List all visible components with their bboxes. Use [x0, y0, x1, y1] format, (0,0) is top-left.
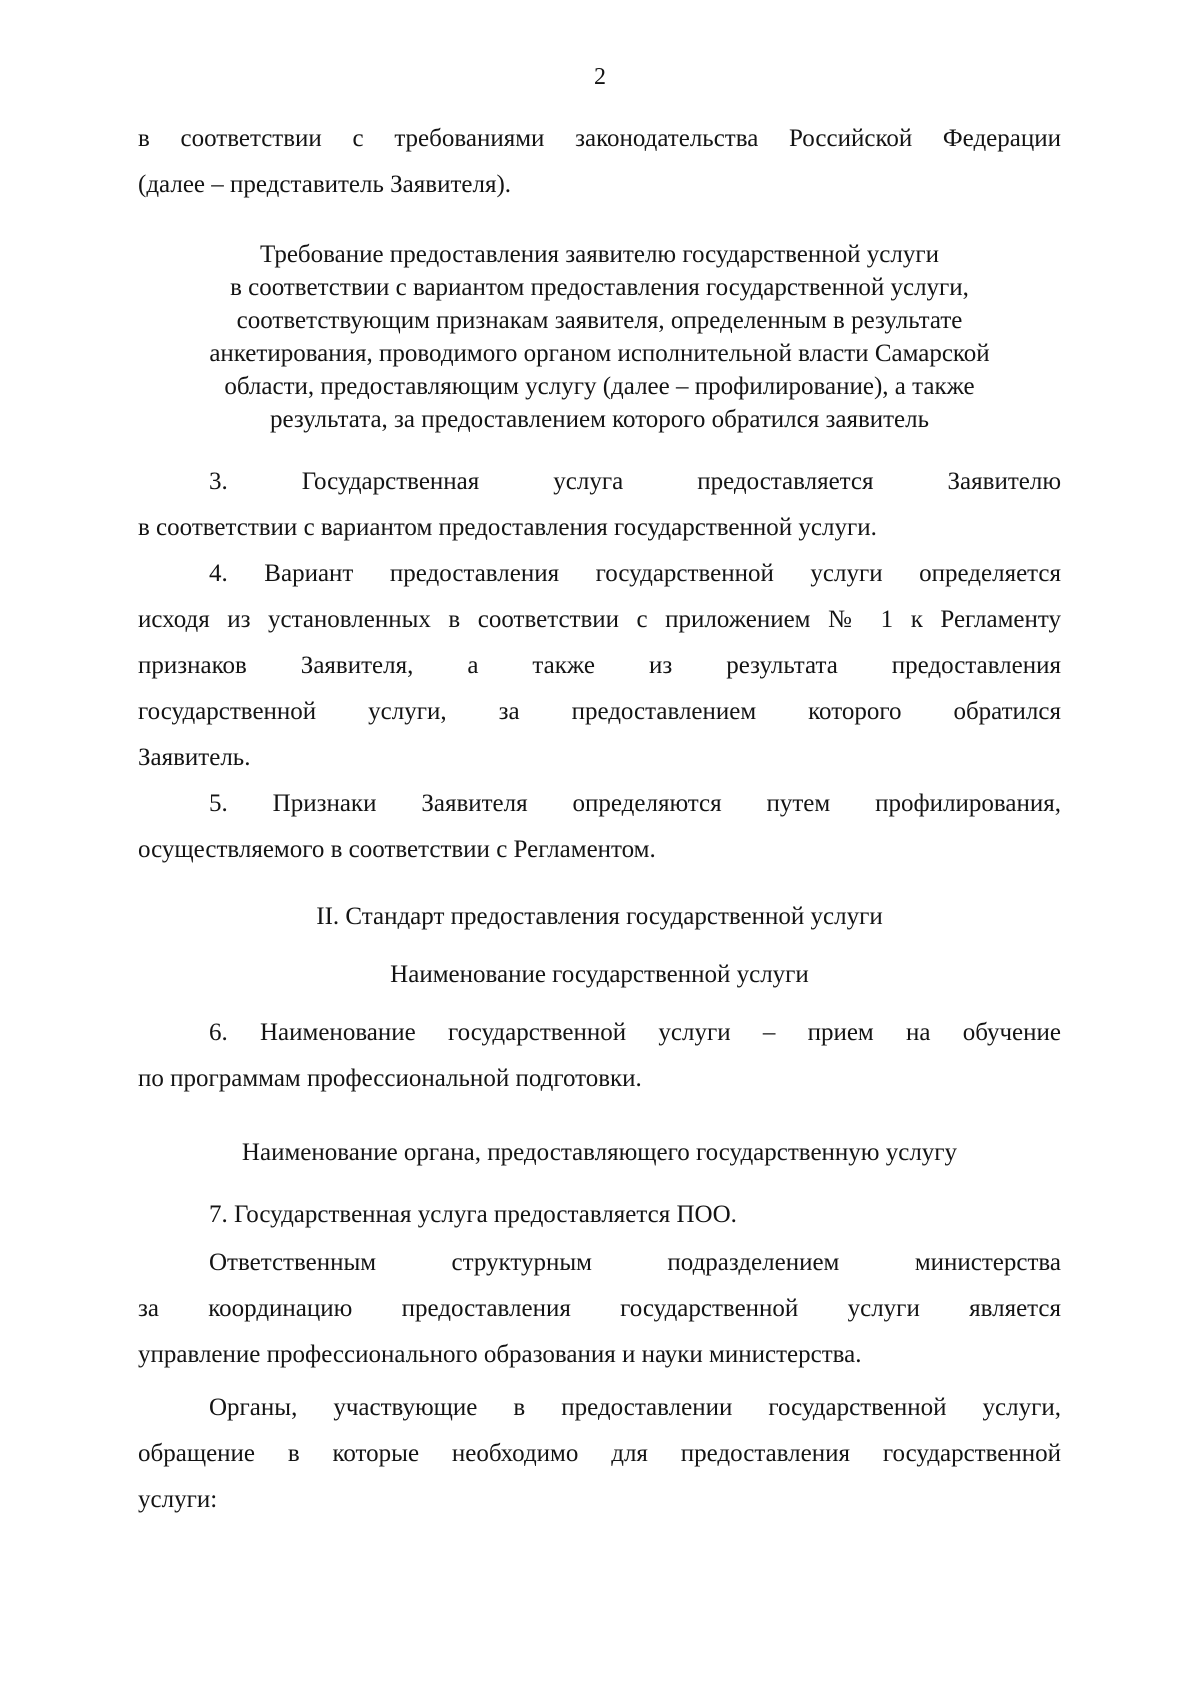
heading-line-5: области, предоставляющим услугу (далее – профилирование), а также [224, 373, 975, 400]
intro-line-2: (далее – представитель Заявителя). [138, 171, 512, 198]
item-6-line-1: 6. Наименование государственной услуги – прием на обучение [209, 1019, 1061, 1046]
item-3-line-1: 3. Государственная услуга предоставляется Заявителю [209, 468, 1061, 495]
bodies-line-1: Органы, участвующие в предоставлении государственной услуги, [209, 1394, 1061, 1421]
item-4-line-4: государственной услуги, за предоставлением которого обратился [138, 698, 1061, 725]
heading-line-4: анкетирования, проводимого органом исполнительной власти Самарской [209, 340, 990, 367]
subheading-service-name: Наименование государственной услуги [390, 961, 809, 988]
intro-line-1: в соответствии с требованиями законодательства Российской Федерации [138, 125, 1061, 152]
item-4-line-3: признаков Заявителя, а также из результата предоставления [138, 652, 1061, 679]
heading-line-3: соответствующим признакам заявителя, определенным в результате [236, 307, 963, 334]
item-5 [138, 781, 1061, 873]
heading-line-2: в соответствии с вариантом предоставления государственной услуги, [230, 274, 969, 301]
heading-line-6: результата, за предоставлением которого обратился заявитель [269, 406, 930, 433]
responsible-line-3: управление профессионального образования и науки министерства. [138, 1341, 862, 1368]
intro-paragraph [138, 116, 1061, 208]
item-4-line-5: Заявитель. [138, 744, 251, 771]
bodies-line-3: услуги: [138, 1486, 218, 1513]
item-6 [138, 1010, 1061, 1102]
item-3 [138, 459, 1061, 551]
responsible-paragraph [138, 1240, 1061, 1378]
item-6-line-2: по программам профессиональной подготовки. [138, 1065, 642, 1092]
item-4-line-2: исходя из установленных в соответствии с приложением № 1 к Регламенту [138, 606, 1061, 633]
item-3-line-2: в соответствии с вариантом предоставления государственной услуги. [138, 514, 877, 541]
section-heading-requirement [138, 238, 1061, 436]
bodies-line-2: обращение в которые необходимо для предоставления государственной [138, 1440, 1061, 1467]
item-5-line-2: осуществляемого в соответствии с Регламентом. [138, 836, 656, 863]
bodies-paragraph [138, 1385, 1061, 1523]
item-7 [138, 1192, 1061, 1238]
responsible-line-2: за координацию предоставления государственной услуги является [138, 1295, 1061, 1322]
responsible-line-1: Ответственным структурным подразделением министерства [209, 1249, 1061, 1276]
page-number: 2 [594, 64, 606, 90]
heading-line-1: Требование предоставления заявителю государственной услуги [260, 241, 939, 268]
item-4-line-1: 4. Вариант предоставления государственной услуги определяется [209, 560, 1061, 587]
item-7-line: 7. Государственная услуга предоставляется ПОО. [209, 1201, 737, 1228]
item-5-line-1: 5. Признаки Заявителя определяются путем профилирования, [209, 790, 1061, 817]
item-4 [138, 551, 1061, 781]
section-2-heading: II. Стандарт предоставления государственной услуги [316, 903, 883, 930]
subheading-body-name: Наименование органа, предоставляющего государственную услугу [241, 1139, 958, 1166]
